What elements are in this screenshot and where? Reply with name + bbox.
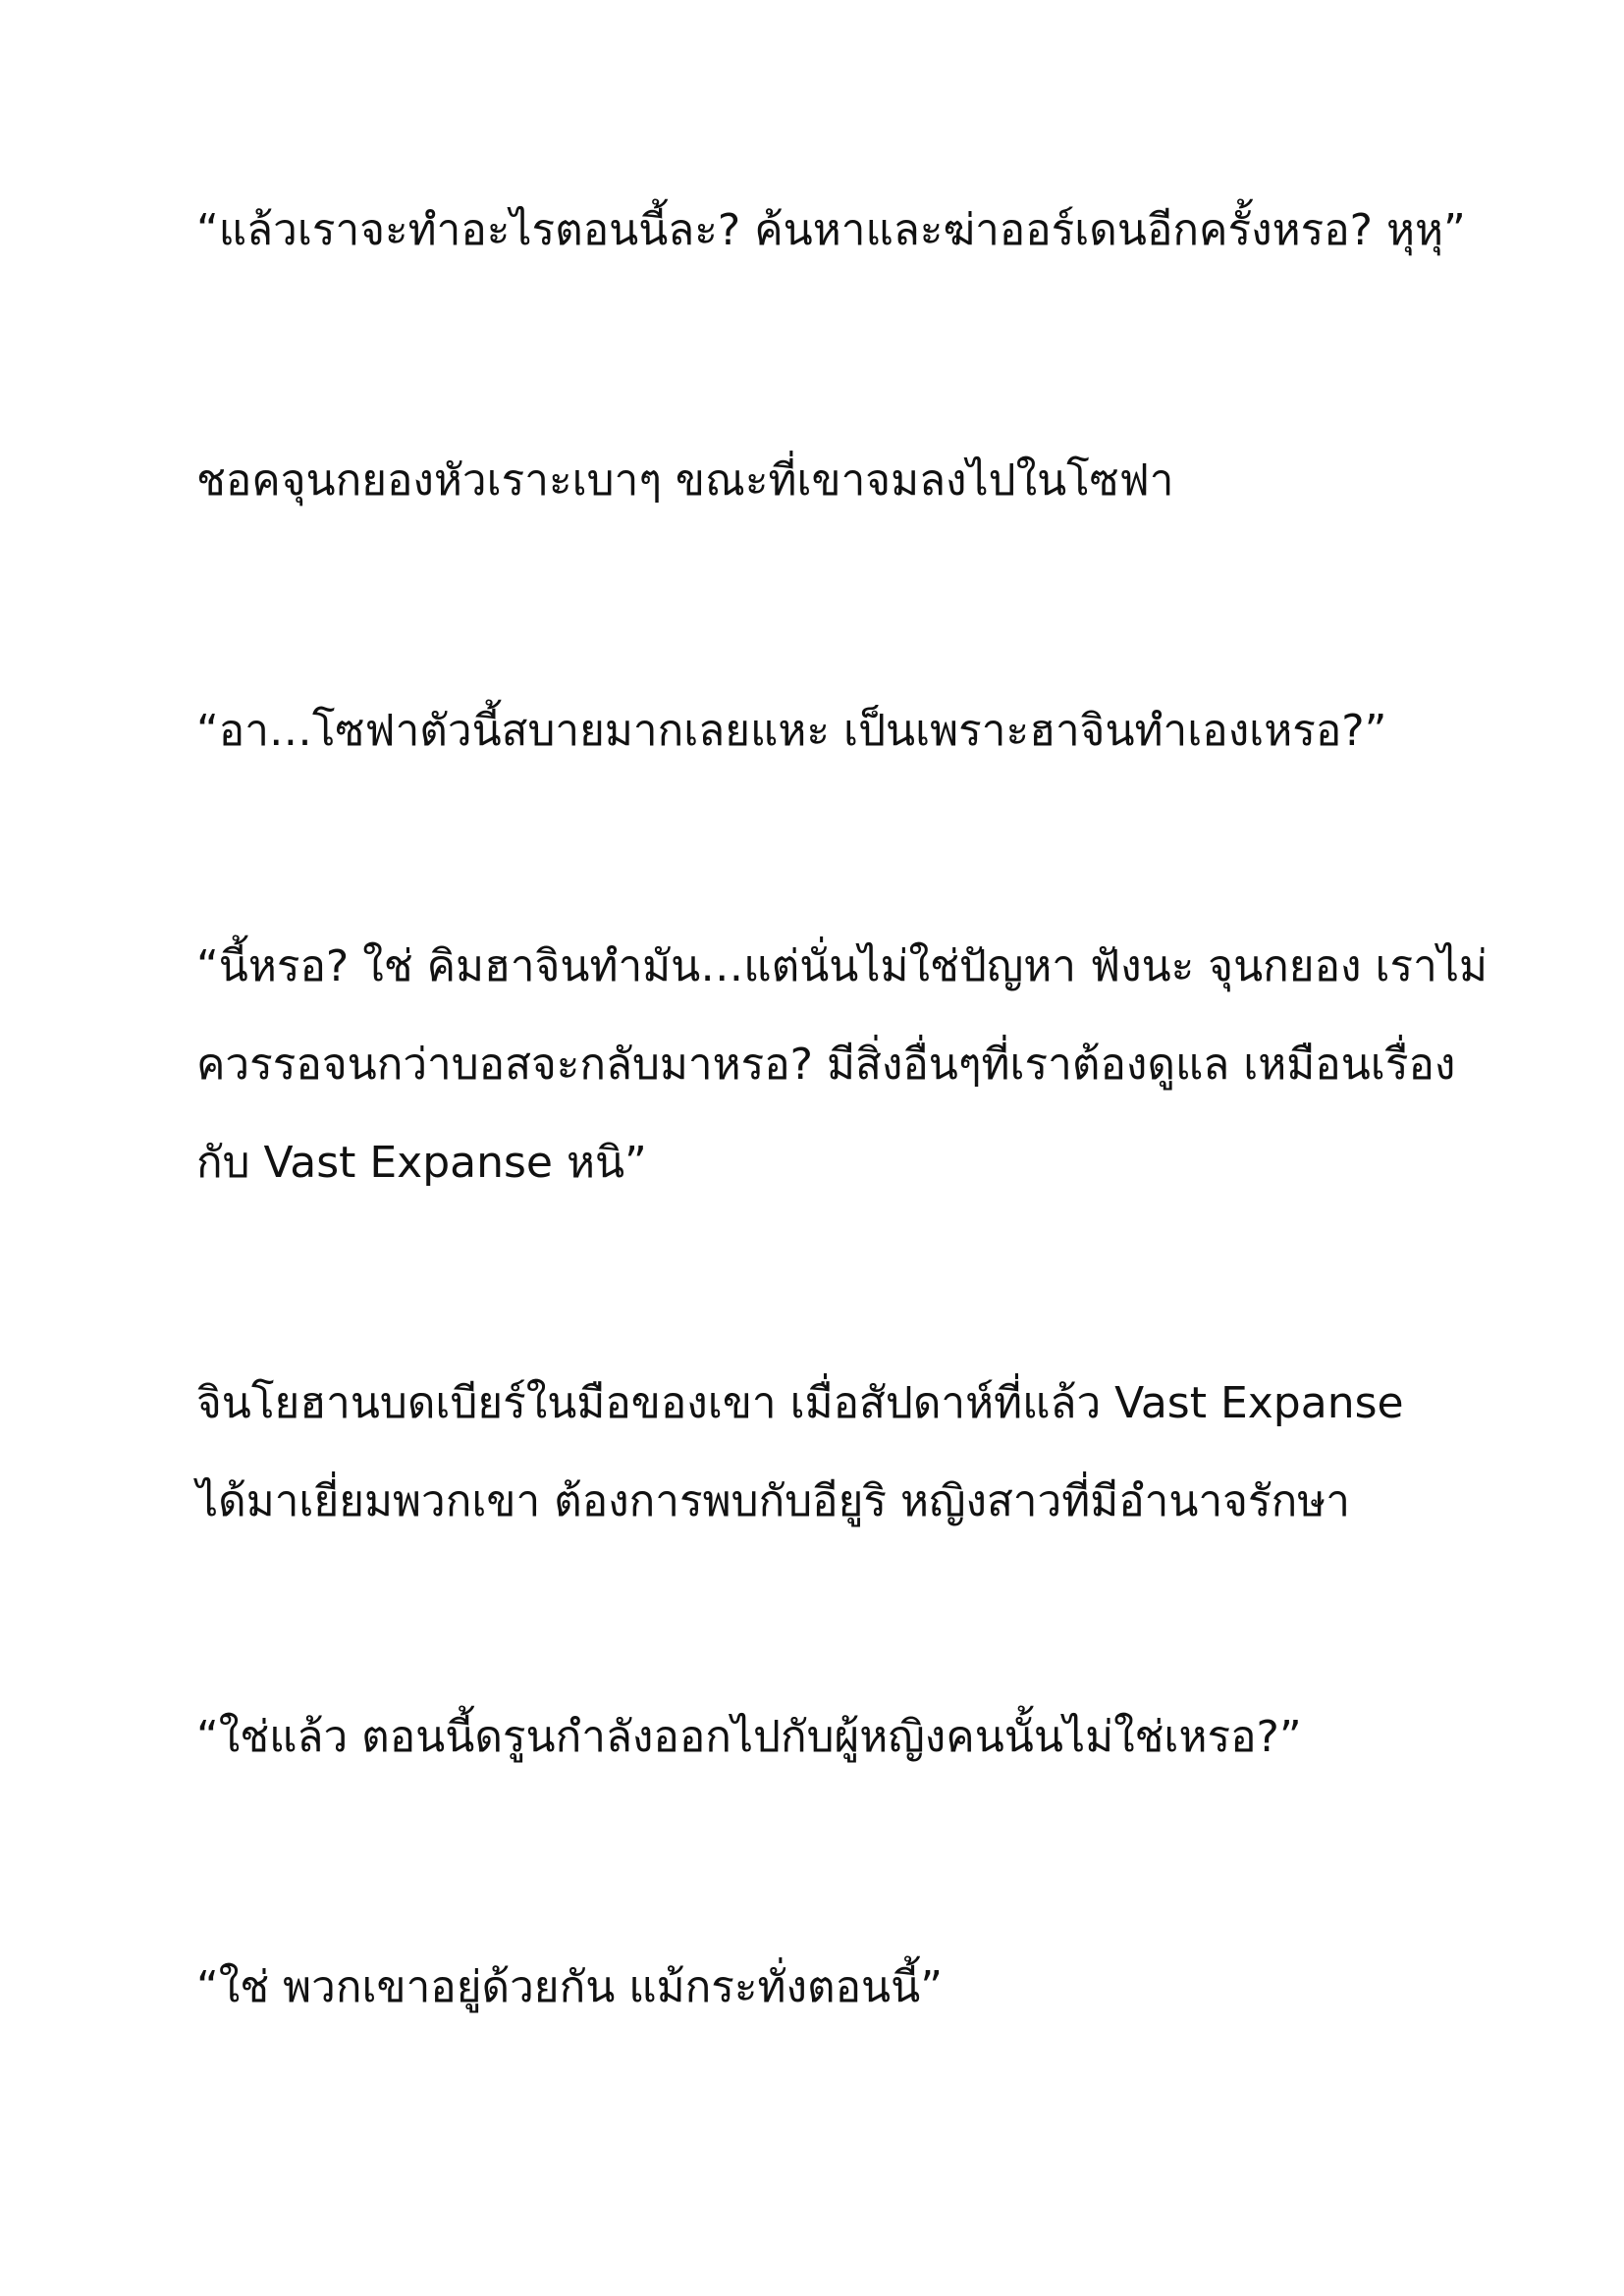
paragraph-3-line-1: “อา…โซฟาตัวนี้สบายมากเลยแหะ เป็นเพราะฮาจินทำเองเหรอ?” xyxy=(196,706,1387,756)
paragraph-7-line-1: “ใช่ พวกเขาอยู่ด้วยกัน แม้กระทั่งตอนนี้” xyxy=(196,1962,943,2012)
paragraph-6-line-1: “ใช่แล้ว ตอนนี้ดรูนกำลังออกไปกับผู้หญิงคนนั้นไม่ใช่เหรอ?” xyxy=(196,1712,1302,1762)
paragraph-4-line-3: กับ Vast Expanse หนิ” xyxy=(196,1138,647,1188)
paragraph-5-line-2: ได้มาเยี่ยมพวกเขา ต้องการพบกับอียูริ หญิงสาวที่มีอำนาจรักษา xyxy=(196,1476,1350,1526)
paragraph-4-line-2: ควรรอจนกว่าบอสจะกลับมาหรอ? มีสิ่งอื่นๆที่เราต้องดูแล เหมือนเรื่อง xyxy=(196,1040,1456,1090)
paragraph-2-line-1: ชอคจุนกยองหัวเราะเบาๆ ขณะที่เขาจมลงไปในโซฟา xyxy=(196,455,1174,506)
paragraph-5-line-1: จินโยฮานบดเบียร์ในมือของเขา เมื่อสัปดาห์ที่แล้ว Vast Expanse xyxy=(196,1378,1404,1428)
paragraph-4-line-1: “นี้หรอ? ใช่ คิมฮาจินทำมัน…แต่นั่นไม่ใช่ปัญหา ฟังนะ จุนกยอง เราไม่ xyxy=(196,941,1488,991)
paragraph-1-line-1: “แล้วเราจะทำอะไรตอนนี้ละ? ค้นหาและฆ่าออร์เดนอีกครั้งหรอ? หุหุ” xyxy=(196,205,1466,255)
